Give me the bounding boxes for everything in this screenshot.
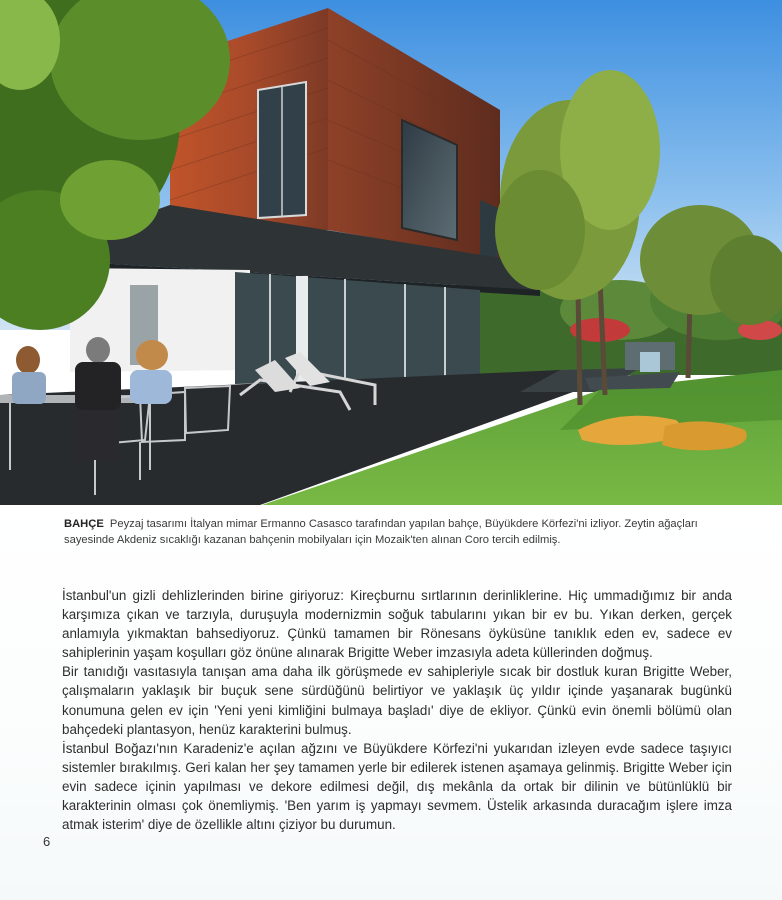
page-number: 6 xyxy=(43,834,51,849)
caption-text: Peyzaj tasarımı İtalyan mimar Ermanno Casasco tarafından yapılan bahçe, Büyükdere Körfezi'ni izliyor. Zeytin ağaçları sayesinde Akdeniz sıcaklığı kazanan bahçenin mobilyaları için Mozaik'ten alınan Coro tercih edilmiş. xyxy=(64,518,698,546)
caption-lead: BAHÇE xyxy=(64,518,104,530)
article-paragraph: İstanbul Boğazı'nın Karadeniz'e açılan ağzını ve Büyükdere Körfezi'ni yukarıdan izleyen evde sadece taşıyıcı sistemler bırakılmış. Geri kalan her şey tamamen yerle bir edilerek istenen aşamaya gelinmiş. Brigitte Weber için evin sadece içinin yapılması ve dekore edilmesi değil, dış mekânla da ortak bir dilinin ve bütünlüklü bir karakterinin olması çok önemliymiş. 'Ben yarım iş yapmayı sevmem. Üstelik arkasında duracağım işlere imza atmak isterim' diye de özellikle altını çiziyor bu durumun. xyxy=(62,740,732,833)
article-paragraph: İstanbul'un gizli dehlizlerinden birine giriyoruz: Kireçburnu sırtlarının derinliklerine. Hiç ummadığımız bir anda karşımıza çıkan ve tarzıyla, duruşuyla modernizmin soğuk tabularını yıkan bir ev bu. Yıkan derken, gerçek anlamıyla yıkmaktan bahsediyoruz. Çünkü tamamen bir Rönesans öyküsüne tanıklık eden ev, sadece ev sahiplerinin yaşam koşulları göz önüne alınarak Brigitte Weber imzasıyla adeta küllerinden doğmuş. xyxy=(62,588,732,661)
article-body xyxy=(62,586,732,834)
article-paragraph: Bir tanıdığı vasıtasıyla tanışan ama daha ilk görüşmede ev sahipleriyle sıcak bir dostluk kuran Brigitte Weber, çalışmaların yaklaşık bir buçuk sene sürdüğünü belirtiyor ve yaklaşık üç yıldır içinde yaşanarak bugünkü konumuna gelen ev için 'Yeni yeni kimliğini bulmaya başladı' diye de ekliyor. Çünkü evin önemli bölümü olan bahçedeki plantasyon, henüz karakterini bulmuş. xyxy=(62,664,732,737)
photo-caption xyxy=(64,516,734,548)
